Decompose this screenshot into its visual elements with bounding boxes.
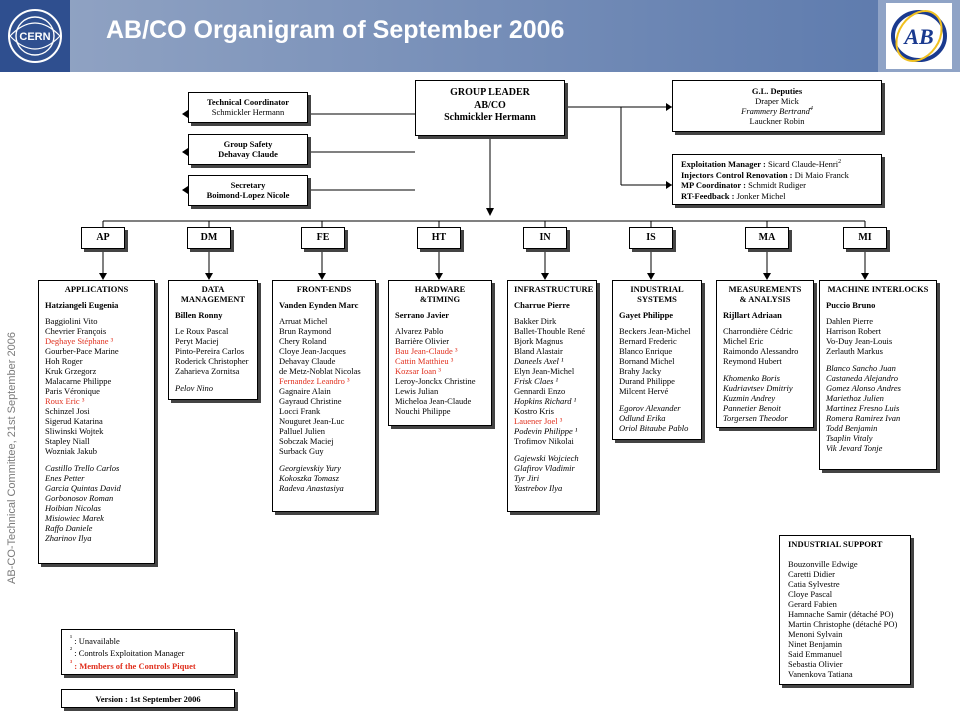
external-member: Zharinov Ilya [45, 533, 92, 544]
manager-line: Exploitation Manager : Sicard Claude-Henri$^2$ [681, 159, 842, 169]
staff-member: Brahy Jacky [619, 366, 662, 377]
external-member: Raffo Daniele [45, 523, 93, 534]
section-code-ma: MA [745, 227, 789, 249]
external-member: Hoibian Nicolas [45, 503, 101, 514]
staff-member: Deghaye Stéphane ³ [45, 336, 114, 347]
legend-mark: ¹ [70, 634, 73, 642]
section-heading [826, 284, 930, 294]
external-member: Castaneda Alejandro [826, 373, 899, 384]
section-box-is [612, 280, 702, 440]
section-heading [45, 284, 148, 294]
external-member: Radeva Anastasiya [279, 483, 344, 494]
industrial-support-member: Sebastia Olivier [788, 659, 843, 670]
legend-item [70, 646, 226, 658]
section-heading-line: INDUSTRIAL [630, 284, 684, 294]
external-member: Kuzmin Andrey [723, 393, 776, 404]
section-heading-line: SYSTEMS [637, 294, 677, 305]
external-member: Mariethoz Julien [826, 393, 884, 404]
group-leader-box [415, 80, 565, 136]
staff-member: Harrison Robert [826, 326, 882, 337]
staff-member: Micheloa Jean-Claude [395, 396, 472, 407]
staff-member: Raimondo Alessandro [723, 346, 799, 357]
version-box: Version : 1st September 2006 [61, 689, 235, 708]
section-heading-line: & ANALYSIS [739, 294, 791, 305]
legend-text: : Unavailable [74, 635, 120, 646]
staff-member: Sobczak Maciej [279, 436, 334, 447]
group-safety-box [188, 134, 308, 165]
staff-member: Stapley Niall [45, 436, 90, 447]
staff-member: Dahlen Pierre [826, 316, 873, 327]
section-code-ht: HT [417, 227, 461, 249]
technical-coordinator-title: Technical Coordinator [206, 97, 290, 107]
manager-line: RT-Feedback : Jonker Michel [681, 190, 786, 201]
spacer [723, 366, 807, 373]
cern-logo-text: CERN [19, 31, 51, 43]
staff-member: Zerlauth Markus [826, 346, 883, 357]
secretary-title: Secretary [230, 180, 266, 190]
external-member: Gomez Alonso Andres [826, 383, 901, 394]
section-leader: Vanden Eynden Marc [279, 300, 359, 311]
industrial-support-member: Catia Sylvestre [788, 579, 840, 590]
external-member: Tyr Jiri [514, 473, 540, 484]
external-member: Garcia Quintas David [45, 483, 121, 494]
section-heading [514, 284, 594, 294]
technical-coordinator-name: Schmickler Hermann [211, 107, 285, 118]
staff-member: Nouchi Philippe [395, 406, 451, 417]
staff-member: Gayraud Christine [279, 396, 342, 407]
staff-member: de Metz-Noblat Nicolas [279, 366, 361, 377]
external-member: Blanco Sancho Juan [826, 363, 896, 374]
external-member: Odlund Erika [619, 413, 666, 424]
staff-member: Charrondière Cédric [723, 326, 793, 337]
external-member: Yastrebov Ilya [514, 483, 563, 494]
staff-member: Elyn Jean-Michel [514, 366, 575, 377]
staff-member: Locci Frank [279, 406, 321, 417]
spacer [514, 446, 590, 453]
manager-line: MP Coordinator : Schmidt Rudiger [681, 180, 806, 191]
staff-member: Podevin Philippe ¹ [514, 426, 578, 437]
staff-member: Durand Philippe [619, 376, 675, 387]
manager-line: Injectors Control Renovation : Di Maio Franck [681, 169, 849, 180]
external-member: Castillo Trello Carlos [45, 463, 120, 474]
staff-member: Bau Jean-Claude ³ [395, 346, 458, 357]
staff-member: Surback Guy [279, 446, 324, 457]
staff-member: Roderick Christopher [175, 356, 249, 367]
section-heading-line: DATA [201, 284, 225, 294]
legend-mark: ² [70, 646, 73, 655]
staff-member: Lewis Julian [395, 386, 439, 397]
group-leader-unit: AB/CO [474, 99, 506, 111]
section-heading-line: &TIMING [419, 294, 461, 305]
spacer [826, 356, 930, 363]
staff-member: Bland Alastair [514, 346, 563, 357]
staff-member: Chery Roland [279, 336, 327, 347]
section-heading [619, 284, 695, 304]
section-code-dm: DM [187, 227, 231, 249]
staff-member: Brun Raymond [279, 326, 332, 337]
section-code-fe: FE [301, 227, 345, 249]
external-member: Vik Jevard Tonje [826, 443, 883, 454]
staff-member: Nouguret Jean-Luc [279, 416, 345, 427]
industrial-support-member: Bouzonville Edwige [788, 559, 858, 570]
section-leader: Rijllart Adriaan [723, 310, 782, 321]
staff-member: Frisk Claes ¹ [514, 376, 559, 387]
gl-deputy-name: Draper Mick [755, 96, 799, 107]
external-member: Romera Ramirez Ivan [826, 413, 901, 424]
section-heading-line: APPLICATIONS [64, 284, 129, 294]
spacer [175, 376, 251, 383]
staff-member: Vo-Duy Jean-Louis [826, 336, 893, 347]
external-member: Todd Benjamin [826, 423, 878, 434]
staff-member: Malacarne Philippe [45, 376, 112, 387]
spacer [45, 456, 148, 463]
secretary-box [188, 175, 308, 206]
group-leader-name: Schmickler Hermann [444, 112, 536, 123]
industrial-support-member: Caretti Didier [788, 569, 835, 580]
staff-member: Beckers Jean-Michel [619, 326, 691, 337]
staff-member: Kozsar Ioan ³ [395, 366, 441, 377]
external-member: Misiowiec Marek [45, 513, 104, 524]
staff-member: Daneels Axel ¹ [514, 356, 564, 367]
section-code-is: IS [629, 227, 673, 249]
industrial-support-member: Cloye Pascal [788, 589, 833, 600]
staff-member: Bakker Dirk [514, 316, 557, 327]
legend-item [70, 659, 226, 671]
section-leader: Puccio Bruno [826, 300, 876, 311]
side-strip [0, 72, 24, 720]
staff-member: Cattin Matthieu ³ [395, 356, 454, 367]
external-member: Tsaplin Vitaly [826, 433, 873, 444]
gl-deputy-name: Frammery Bertrand$^4$ [741, 106, 813, 117]
external-member: Gorbonosov Roman [45, 493, 114, 504]
ab-logo [878, 0, 960, 72]
staff-member: Sliwinski Wojtek [45, 426, 104, 437]
external-member: Egorov Alexander [619, 403, 681, 414]
section-heading-line: MANAGEMENT [180, 294, 246, 305]
section-leader: Gayet Philippe [619, 310, 674, 321]
section-code-ap: AP [81, 227, 125, 249]
industrial-support-member: Ninet Benjamin [788, 639, 843, 650]
staff-member: Milcent Hervé [619, 386, 669, 397]
staff-member: Alvarez Pablo [395, 326, 444, 337]
staff-member: Gennardi Enzo [514, 386, 566, 397]
technical-coordinator-box [188, 92, 308, 123]
section-heading-line: MEASUREMENTS [728, 284, 802, 294]
staff-member: Wozniak Jakub [45, 446, 97, 457]
section-heading [395, 284, 485, 304]
staff-member: Bernard Frederic [619, 336, 677, 347]
staff-member: Bjork Magnus [514, 336, 563, 347]
staff-member: Palluel Julien [279, 426, 326, 437]
staff-member: Barrière Olivier [395, 336, 450, 347]
external-member: Gajewski Wojciech [514, 453, 579, 464]
section-leader: Hatziangeli Eugenia [45, 300, 119, 311]
staff-member: Sigerud Katarina [45, 416, 103, 427]
staff-member: Ballet-Thouble René [514, 326, 586, 337]
industrial-support-member: Said Emmanuel [788, 649, 843, 660]
staff-member: Michel Eric [723, 336, 764, 347]
external-member: Oriol Bitaube Pablo [619, 423, 689, 434]
section-leader: Serrano Javier [395, 310, 450, 321]
staff-member: Hoh Roger [45, 356, 83, 367]
external-member: Kokoszka Tomasz [279, 473, 339, 484]
section-box-dm [168, 280, 258, 400]
staff-member: Lauener Joel ³ [514, 416, 563, 427]
staff-member: Paris Véronique [45, 386, 100, 397]
gl-deputies-box [672, 80, 882, 132]
external-member: Torgersen Theodor [723, 413, 788, 424]
staff-member: Pinto-Pereira Carlos [175, 346, 245, 357]
section-box-ap [38, 280, 155, 564]
industrial-support-member: Vanenkova Tatiana [788, 669, 853, 680]
staff-member: Gagnaire Alain [279, 386, 331, 397]
staff-member: Bornand Michel [619, 356, 675, 367]
staff-member: Gourber-Pace Marine [45, 346, 119, 357]
spacer [279, 456, 369, 463]
external-member: Glafirov Vladimir [514, 463, 575, 474]
section-code-in: IN [523, 227, 567, 249]
group-leader-title: GROUP LEADER [450, 87, 530, 98]
external-member: Pelov Nino [175, 383, 214, 394]
industrial-support-member: Hamnache Samir (détaché PO) [788, 609, 894, 620]
section-heading-line: FRONT-ENDS [296, 284, 352, 294]
staff-member: Chevrier François [45, 326, 107, 337]
managers-box [672, 154, 882, 205]
staff-member: Dehavay Claude [279, 356, 336, 367]
section-box-in [507, 280, 597, 512]
section-box-ma [716, 280, 814, 428]
staff-member: Cloye Jean-Jacques [279, 346, 346, 357]
staff-member: Zaharieva Zornitsa [175, 366, 240, 377]
industrial-support-member: Martin Christophe (détaché PO) [788, 619, 898, 630]
staff-member: Peryt Maciej [175, 336, 219, 347]
section-heading [723, 284, 807, 304]
staff-member: Trofimov Nikolai [514, 436, 574, 447]
external-member: Enes Petter [45, 473, 85, 484]
staff-member: Arruat Michel [279, 316, 328, 327]
legend-box [61, 629, 235, 675]
staff-member: Fernandez Leandro ³ [279, 376, 350, 387]
external-member: Khomenko Boris [723, 373, 780, 384]
cern-logo [0, 0, 70, 72]
external-member: Martinez Fresno Luis [826, 403, 900, 414]
gl-deputies-title: G.L. Deputies [751, 86, 803, 96]
ab-logo-text: AB [904, 24, 934, 49]
footnote-mark: 2 [838, 159, 842, 166]
staff-member: Hopkins Richard ¹ [514, 396, 577, 407]
legend-item [70, 634, 226, 646]
external-member: Georgievskiy Yury [279, 463, 341, 474]
group-safety-name: Dehavay Claude [218, 149, 278, 160]
staff-member: Kruk Grzegorz [45, 366, 97, 377]
organigram [24, 72, 960, 720]
staff-member: Leroy-Jonckx Christine [395, 376, 476, 387]
section-code-mi: MI [843, 227, 887, 249]
group-safety-title: Group Safety [223, 139, 273, 149]
external-member: Pannetier Benoit [723, 403, 781, 414]
footnote-mark: 4 [809, 106, 813, 113]
gl-deputy-name: Lauckner Robin [749, 116, 805, 127]
industrial-support-heading: INDUSTRIAL SUPPORT [788, 539, 883, 549]
spacer [619, 396, 695, 403]
secretary-name: Boimond-Lopez Nicole [206, 190, 290, 201]
legend-text: : Controls Exploitation Manager [74, 648, 185, 659]
industrial-support-list [788, 559, 902, 679]
page-title: AB/CO Organigram of September 2006 [106, 16, 565, 44]
staff-member: Reymond Hubert [723, 356, 782, 367]
section-box-fe [272, 280, 376, 512]
legend-text: : Members of the Controls Piquet [74, 660, 196, 671]
section-heading-line: HARDWARE [414, 284, 466, 294]
section-heading-line: MACHINE INTERLOCKS [827, 284, 929, 294]
section-heading-line: INFRASTRUCTURE [514, 284, 594, 294]
staff-member: Roux Eric ³ [45, 396, 85, 407]
section-heading [175, 284, 251, 304]
staff-member: Schinzel Josi [45, 406, 90, 417]
external-member: Kudriavtsev Dmitriy [723, 383, 793, 394]
side-caption: AB-CO-Technical Committee, 21st September 2006 [6, 332, 18, 584]
industrial-support-box [779, 535, 911, 685]
section-heading [279, 284, 369, 294]
staff-member: Blanco Enrique [619, 346, 673, 357]
section-box-mi [819, 280, 937, 470]
section-leader: Charrue Pierre [514, 300, 570, 311]
section-leader: Billen Ronny [175, 310, 223, 321]
industrial-support-member: Menoni Sylvain [788, 629, 843, 640]
staff-member: Le Roux Pascal [175, 326, 229, 337]
staff-member: Baggiolini Vito [45, 316, 98, 327]
industrial-support-member: Gerard Fabien [788, 599, 837, 610]
legend-mark: ³ [70, 658, 73, 667]
section-box-ht [388, 280, 492, 426]
staff-member: Kostro Kris [514, 406, 554, 417]
